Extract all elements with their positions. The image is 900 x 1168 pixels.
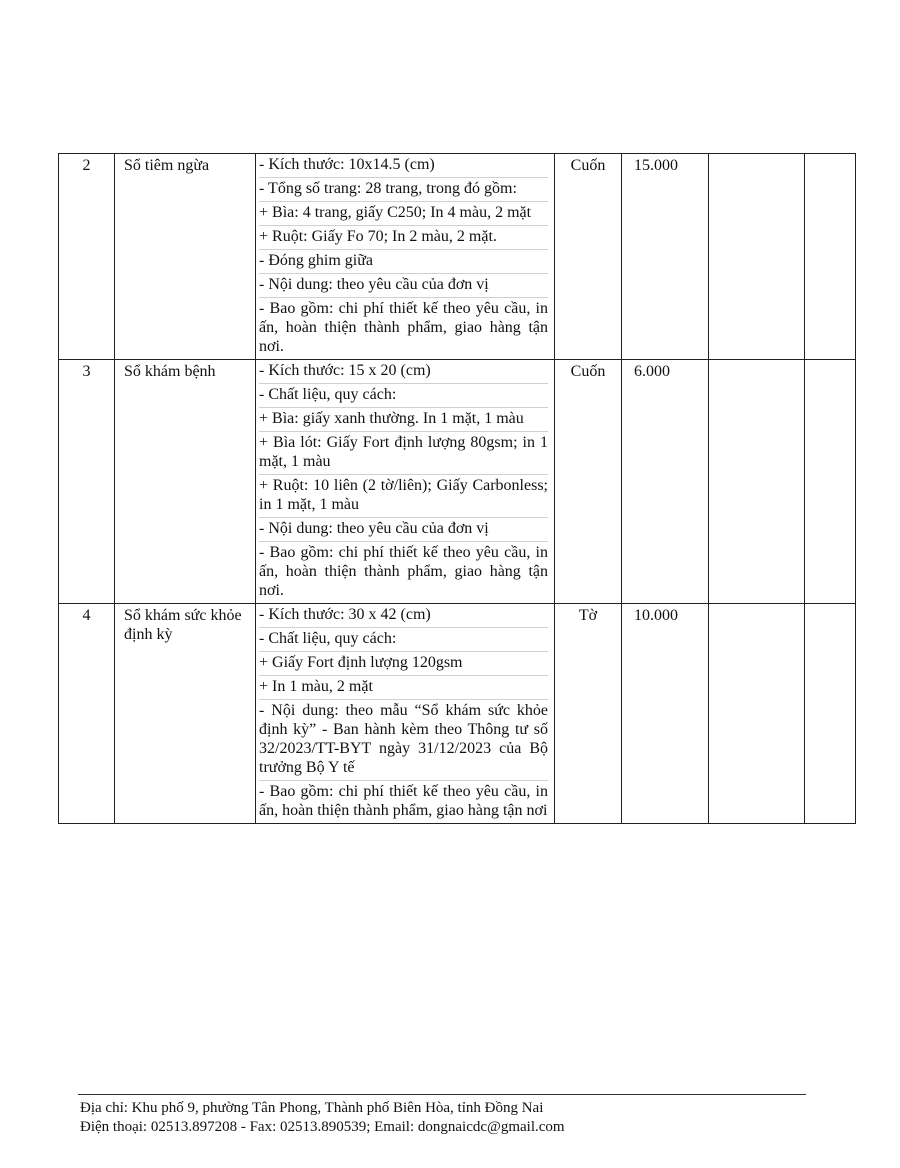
unit: Cuốn [555,154,622,360]
footer-address: Địa chỉ: Khu phố 9, phường Tân Phong, Thành phố Biên Hòa, tỉnh Đồng Nai [80,1100,544,1116]
empty-cell [805,360,856,604]
product-name: Sổ khám bệnh [115,360,256,604]
spec-line: - Chất liệu, quy cách: [259,628,548,652]
row-number: 4 [59,604,115,824]
spec-line: - Nội dung: theo yêu cầu của đơn vị [259,274,548,298]
unit: Tờ [555,604,622,824]
spec-line: + Ruột: 10 liên (2 tờ/liên); Giấy Carbonless; in 1 mặt, 1 màu [259,475,548,518]
row-number: 3 [59,360,115,604]
product-name: Sổ khám sức khỏe định kỳ [115,604,256,824]
spec-line: - Kích thước: 30 x 42 (cm) [259,604,548,628]
spec-line: - Nội dung: theo mẫu “Sổ khám sức khỏe định kỳ” - Ban hành kèm theo Thông tư số 32/2023/TT-BYT ngày 31/12/2023 của Bộ trưởng Bộ Y tế [259,700,548,781]
product-spec-table [58,153,856,824]
unit: Cuốn [555,360,622,604]
spec-line: - Nội dung: theo yêu cầu của đơn vị [259,518,548,542]
spec-line: + Giấy Fort định lượng 120gsm [259,652,548,676]
table-row [59,154,856,360]
spec-line: + Ruột: Giấy Fo 70; In 2 màu, 2 mặt. [259,226,548,250]
table-body [59,154,856,824]
spec-line: - Đóng ghim giữa [259,250,548,274]
spec-line: + Bìa: 4 trang, giấy C250; In 4 màu, 2 mặt [259,202,548,226]
product-name: Sổ tiêm ngừa [115,154,256,360]
table-row [59,360,856,604]
product-specs [256,604,555,824]
spec-line: - Tổng số trang: 28 trang, trong đó gồm: [259,178,548,202]
spec-line: - Bao gồm: chi phí thiết kế theo yêu cầu, in ấn, hoàn thiện thành phẩm, giao hàng tận nơi [259,783,548,819]
footer-divider [78,1094,806,1095]
spec-line: - Bao gồm: chi phí thiết kế theo yêu cầu, in ấn, hoàn thiện thành phẩm, giao hàng tận nơi. [259,300,548,355]
empty-cell [805,604,856,824]
page-footer [80,1099,565,1137]
quantity: 10.000 [622,604,709,824]
spec-line: + Bìa: giấy xanh thường. In 1 mặt, 1 màu [259,408,548,432]
spec-line: + In 1 màu, 2 mặt [259,676,548,700]
quantity: 15.000 [622,154,709,360]
empty-cell [709,604,805,824]
spec-line: - Bao gồm: chi phí thiết kế theo yêu cầu, in ấn, hoàn thiện thành phẩm, giao hàng tận nơi. [259,544,548,599]
spec-line: - Chất liệu, quy cách: [259,384,548,408]
empty-cell [805,154,856,360]
product-specs [256,360,555,604]
row-number: 2 [59,154,115,360]
empty-cell [709,154,805,360]
spec-line: + Bìa lót: Giấy Fort định lượng 80gsm; in 1 mặt, 1 màu [259,432,548,475]
footer-contact: Điện thoại: 02513.897208 - Fax: 02513.890539; Email: dongnaicdc@gmail.com [80,1119,565,1135]
spec-line: - Kích thước: 15 x 20 (cm) [259,360,548,384]
spec-line: - Kích thước: 10x14.5 (cm) [259,154,548,178]
empty-cell [709,360,805,604]
table-row [59,604,856,824]
quantity: 6.000 [622,360,709,604]
product-specs [256,154,555,360]
